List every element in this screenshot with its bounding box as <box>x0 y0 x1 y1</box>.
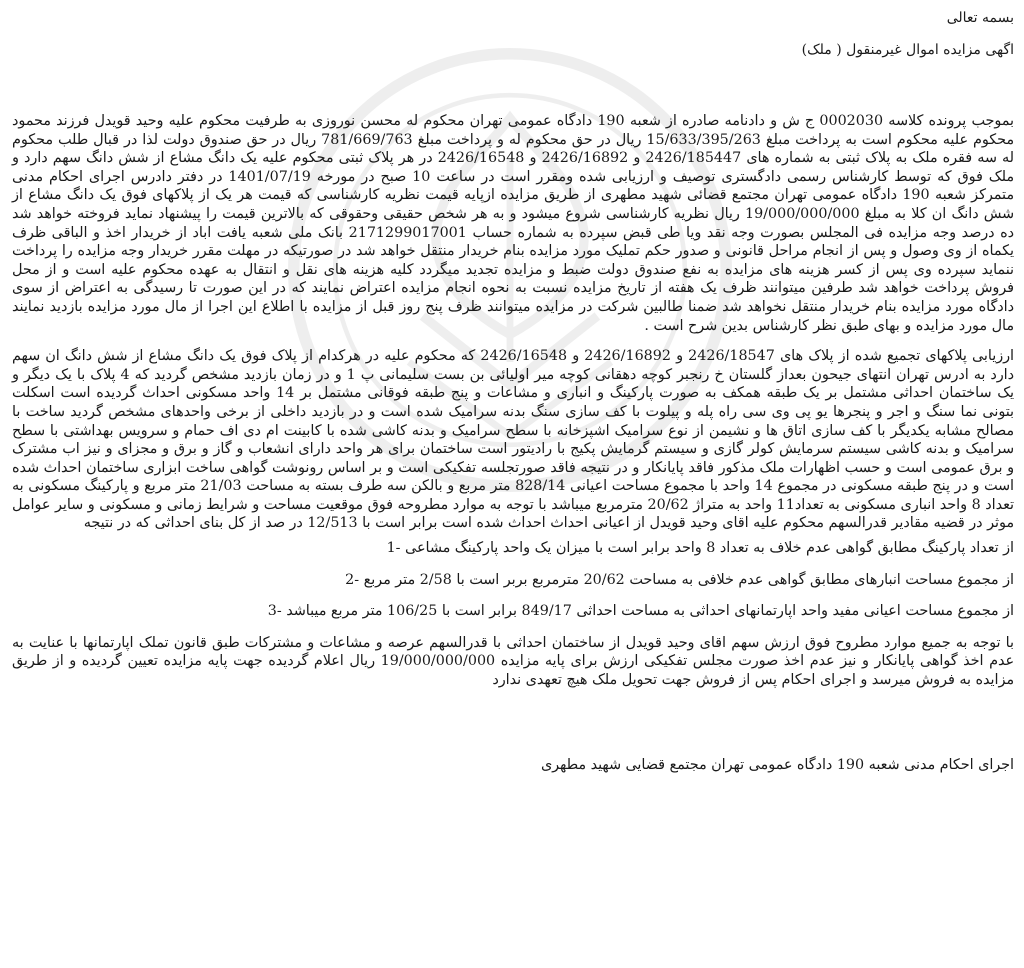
conclusion-paragraph: با توجه به جمیع موارد مطروح فوق ارزش سهم اقای وحید قویدل از ساختمان احداثی با قدرالسهم عرصه و مشاعات و مشترکات طبق قانون تملک اپارتمانها با عنایت به عدم اخذ گواهی پایانکار و نیز عدم اخذ صورت مجلس تفکیکی ارزش برای پایه مزایده 19/000/000/000 ریال اعلام گردیده جهت پایه مزایده تعیین گردیده و از طریق مزایده به فروش میرسد و اجرای احکام پس از فروش جهت تحویل ملک هیچ تعهدی ندارد <box>12 634 1014 689</box>
notice-title: اگهی مزایده اموال غیرمنقول ( ملک) <box>801 42 1014 58</box>
list-item-parking: از تعداد پارکینگ مطابق گواهی عدم خلاف به تعداد 8 واحد برابر است با میزان یک واحد پارکینگ مشاعی -1 <box>386 540 1014 557</box>
property-valuation-paragraph: ارزیابی پلاکهای تجمیع شده از پلاک های 2426/18547 و 2426/16892 و 2426/16548 که محکوم علیه در هرکدام از پلاک فوق یک دانگ مشاع از شش دانگ ان سهم دارد به ادرس تهران انتهای جیحون بعداز گلستان خ رنجبر کوچه دهقانی کوچه میر اولیائی بن بست سلیمانی پ 1 و در زمان بازدید مشخص گردید که 4 پلاک با یک دیگر و یک ساختمان احداثی مشتمل بر یک طبقه همکف به صورت پارکینگ و انباری و مشاعات و پنج طبقه فوقانی مشتمل بر 14 واحد مسکونی احداث گردیده است اسکلت بتونی نما سنگ و اجر و پنجرها یو پی وی سی راه پله و پیلوت با کف سازی سنگ بدنه سرامیک شده است و در بازدید داخلی از برخی واحدهای مشخص گردید ساخت با مصالح مشابه یکدیگر با کف سازی اتاق ها و نشیمن از نوع سرامیک اشپزخانه با سطح سرامیک و بدنه کاشی شده با کابینت ام دی اف حمام و سرویس بهداشتی با سطح سرامیک و بدنه کاشی سیستم سرمایش کولر گازی و سیستم گرمایش پکیج با رادیتور است ساختمان برای هر واحد دارای انشعاب و گاز و برق و مجزای و نیز اب مشترک و برق عمومی است و حسب اظهارات ملک مذکور فاقد پایانکار و در نتیجه فاقد صورتجلسه تفکیکی است و بر اساس رونوشت گواهی ساخت ابزاری ساختمان احداث شده است و در پنج طبقه مسکونی در مجموع 14 واحد با مجموع مساحت اعیانی 828/14 متر مربع و بالکن سه طرف بسته به مساحت 21/03 متر مربع و پارکینگ مسکونی به تعداد 8 واحد انباری مسکونی به تعداد11 واحد به متراژ 20/62 مترمربع میباشد با توجه به موارد مطروحه فوق موقعیت مساحت و شرایط زمانی و مسکونی و سایر عوامل موثر در قضیه مقادیر قدرالسهم محکوم علیه اقای وحید قویدل از اعیانی احداث احداث شده است برابر است با 12/513 در صد از کل بنای احداثی که در نتیجه <box>12 348 1015 532</box>
list-item-storage: از مجموع مساحت انبارهای مطابق گواهی عدم خلافی به مساحت 20/62 مترمربع بربر است با 2/58 متر مربع -2 <box>345 571 1014 588</box>
greeting-heading: بسمه تعالی <box>946 10 1014 26</box>
issuer-signature: اجرای احکام مدنی شعبه 190 دادگاه عمومی تهران مجتمع قضایی شهید مطهری <box>540 756 1014 773</box>
auction-terms-paragraph: بموجب پرونده کلاسه 0002030 ج ش و دادنامه صادره از شعبه 190 دادگاه عمومی تهران محکوم له محسن نوروزی به طرفیت محکوم علیه وحید قویدل فرزند محمود محکوم علیه محکوم است به پرداخت مبلغ 15/633/395/263 ریال در حق محکوم له و پرداخت مبلغ 781/669/763 ریال در حق صندوق دولت لذا در قبال طلب محکوم له سه فقره ملک به پلاک ثبتی به شماره های 2426/185447 و 2426/16892 و 2426/16548 در هر پلاک ثبتی محکوم علیه یک دانگ مشاع از شش دانگ سهم دارد و ملک فوق که توسط کارشناس رسمی دادگستری توصیف و ارزیابی شده ومقرر است در ساعت 10 صبح در مورخه 1401/07/19 در دفتر دادرس اجرای احکام مدنی متمرکز شعبه 190 دادگاه عمومی تهران مجتمع قضائی شهید مطهری از طریق مزایده ازپایه قیمت نظریه کارشناسی که قیمت هر یک از پلاکهای فوق یک دانگ مشاع از شش دانگ ان کلا به مبلغ 19/000/000/000 ریال نظریه کارشناسی شروع میشود و به هر شخص حقیقی وحقوقی که بالاترین قیمت را پیشنهاد نماید فروخته خواهد شد ده درصد وجه مزایده فی المجلس بصورت وجه نقد ویا طی قبض سپرده به شماره حساب 2171299017001 بانک ملی شعبه یافت اباد از خریدار اخذ و الباقی ظرف یکماه از وی وصول و پس از انجام مراحل قانونی و صدور حکم تملیک مورد مزایده بنام خریدار منتقل خواهد شد در صورتیکه در مهلت مقرر خریدار وجه مزایده را پرداخت ننماید سپرده وی پس از کسر هزینه های مزایده به نفع صندوق دولت ضبط و مزایده تجدید میگردد کلیه هزینه های نقل و انتقال به عهده محکوم علیه است و از محل فروش پرداخت خواهد شد طرفین میتوانند ظرف یک هفته از تاریخ مزایده نسبت به نحوه انجام مزایده اعتراض نمایند که در این صورت تا رسیدگی به اعتراض از سوی دادگاه مورد مزایده بنام خریدار منتقل نخواهد شد ضمنا طالبین شرکت در مزایده میتوانند ظرف پنج روز قبل از مزایده با اطلاع این اجرا از مال مورد مزایده بازدید نمایند مال مورد مزایده و بهای طبق نظر کارشناس بدین شرح است . <box>12 113 1015 334</box>
notice-document <box>12 8 1014 774</box>
list-item-apartment-area: از مجموع مساحت اعیانی مفید واحد اپارتمانهای احداثی به مساحت احداثی 849/17 برابر است با 106/25 متر مربع میباشد -3 <box>267 603 1014 620</box>
